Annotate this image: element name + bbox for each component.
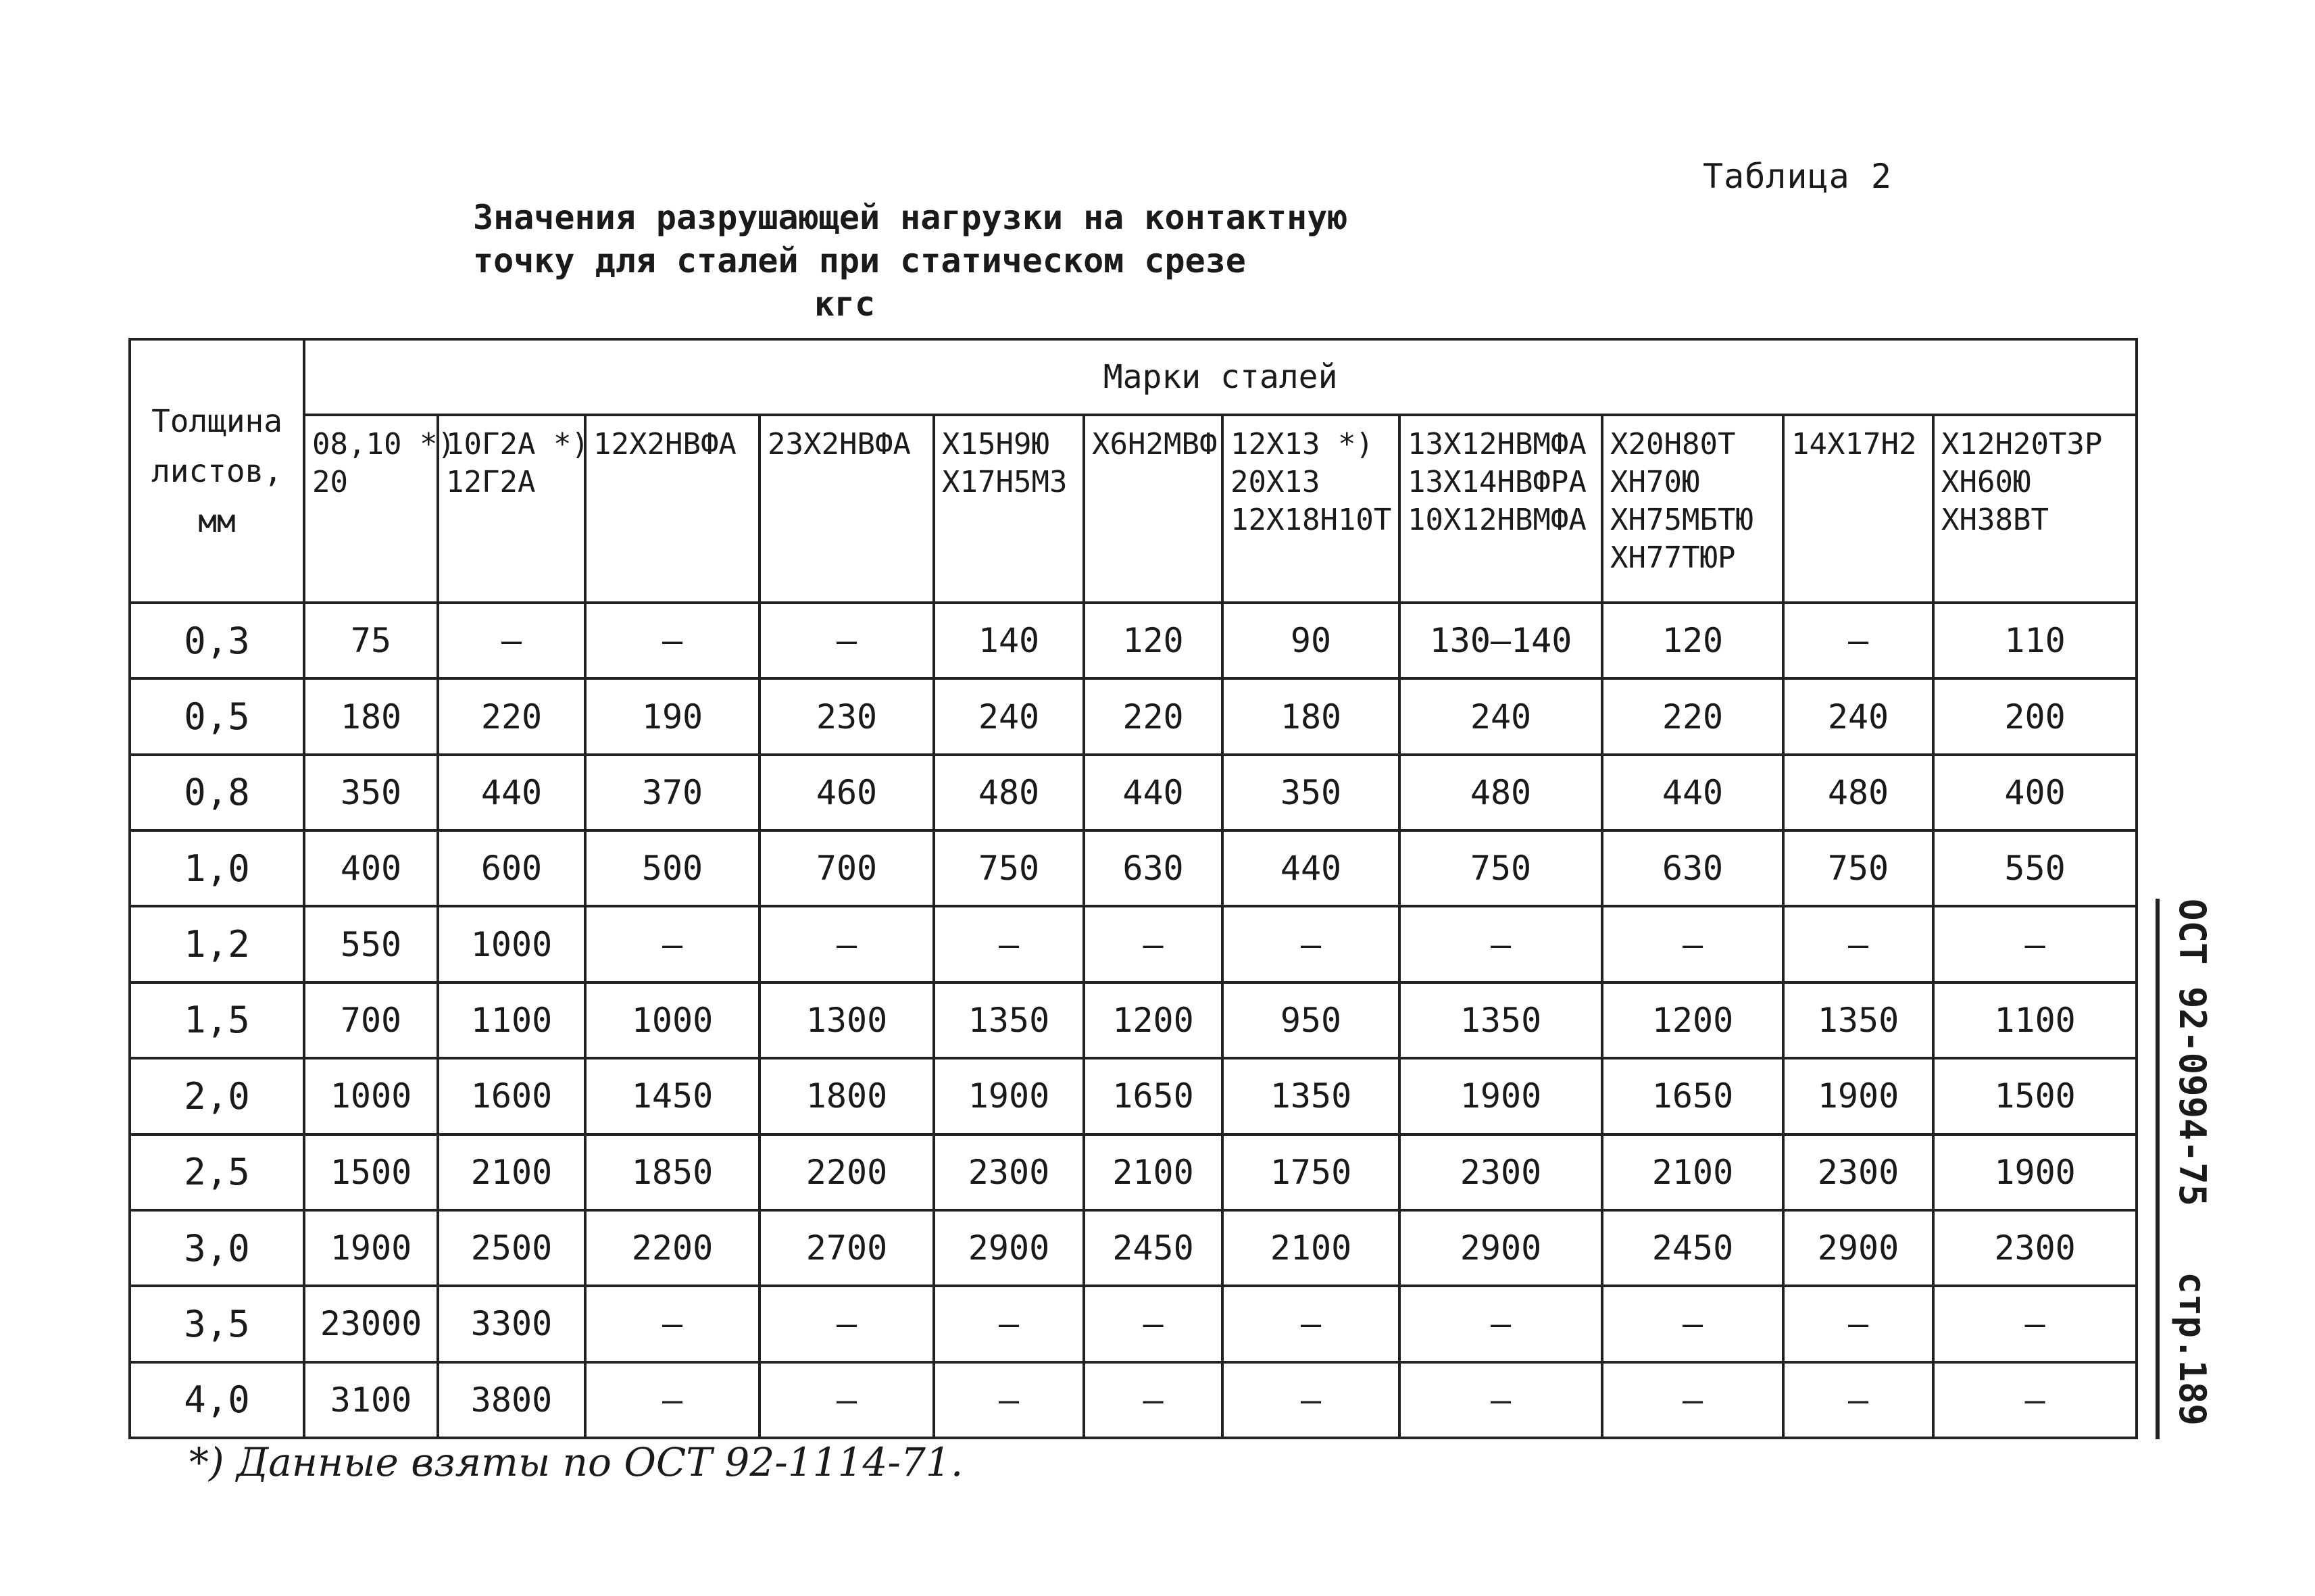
load-value-cell: 630 xyxy=(1602,830,1783,906)
load-value-cell: 2100 xyxy=(1222,1210,1399,1286)
grade-name: 12Х13 *) xyxy=(1230,427,1374,462)
load-value-cell: 2900 xyxy=(1399,1210,1602,1286)
load-value-cell: 350 xyxy=(304,755,438,830)
load-value-cell: – xyxy=(585,1362,760,1438)
table-title xyxy=(473,196,1348,326)
grade-column-header xyxy=(585,415,760,603)
load-value-cell: 230 xyxy=(760,678,934,754)
load-value-cell: 1000 xyxy=(438,906,585,982)
load-value-cell: 480 xyxy=(1399,755,1602,830)
grade-name: 10Х12НВМФА xyxy=(1408,503,1587,537)
table-label: Таблица 2 xyxy=(1703,157,1892,196)
load-value-cell: 700 xyxy=(760,830,934,906)
load-value-cell: 140 xyxy=(934,603,1084,678)
thickness-cell: 1,0 xyxy=(130,830,304,906)
load-value-cell: – xyxy=(1399,906,1602,982)
table-row xyxy=(130,1134,2137,1210)
load-value-cell: 1650 xyxy=(1602,1058,1783,1134)
load-value-cell: – xyxy=(760,603,934,678)
load-value-cell: 200 xyxy=(1933,678,2137,754)
grade-name: 12Х18Н10Т xyxy=(1230,503,1392,537)
grade-column-header xyxy=(1084,415,1222,603)
load-table xyxy=(128,338,2138,1439)
load-value-cell: 750 xyxy=(1783,830,1933,906)
thickness-cell: 0,3 xyxy=(130,603,304,678)
thickness-cell: 3,5 xyxy=(130,1286,304,1362)
load-value-cell: – xyxy=(1222,906,1399,982)
load-value-cell: 1350 xyxy=(1399,982,1602,1058)
load-value-cell: 630 xyxy=(1084,830,1222,906)
load-value-cell: 220 xyxy=(1084,678,1222,754)
load-value-cell: – xyxy=(1783,1362,1933,1438)
load-value-cell: 1600 xyxy=(438,1058,585,1134)
load-value-cell: 75 xyxy=(304,603,438,678)
load-value-cell: 700 xyxy=(304,982,438,1058)
load-value-cell: 2700 xyxy=(760,1210,934,1286)
load-value-cell: 120 xyxy=(1602,603,1783,678)
load-value-cell: 1500 xyxy=(1933,1058,2137,1134)
grade-column-header xyxy=(1222,415,1399,603)
load-value-cell: 1900 xyxy=(1933,1134,2137,1210)
load-value-cell: 500 xyxy=(585,830,760,906)
load-value-cell: – xyxy=(1084,1286,1222,1362)
load-value-cell: 3800 xyxy=(438,1362,585,1438)
load-value-cell: – xyxy=(934,1286,1084,1362)
load-value-cell: 2200 xyxy=(585,1210,760,1286)
load-value-cell: – xyxy=(1084,906,1222,982)
load-value-cell: – xyxy=(1783,906,1933,982)
grade-name: 20Х13 xyxy=(1230,465,1320,499)
grade-name: ХН77ТЮР xyxy=(1610,541,1736,575)
load-value-cell: 2900 xyxy=(1783,1210,1933,1286)
load-value-cell: 180 xyxy=(1222,678,1399,754)
steel-grades-header: Марки сталей xyxy=(304,339,2137,415)
load-value-cell: – xyxy=(585,906,760,982)
thickness-header-line: Толщина xyxy=(151,403,282,439)
load-value-cell: 240 xyxy=(1399,678,1602,754)
load-value-cell: 240 xyxy=(1783,678,1933,754)
grade-column-header xyxy=(1399,415,1602,603)
load-value-cell: 1900 xyxy=(304,1210,438,1286)
load-value-cell: 460 xyxy=(760,755,934,830)
load-value-cell: 2300 xyxy=(1783,1134,1933,1210)
load-value-cell: 2100 xyxy=(438,1134,585,1210)
load-value-cell: 1300 xyxy=(760,982,934,1058)
load-value-cell: – xyxy=(1222,1286,1399,1362)
load-value-cell: 2300 xyxy=(934,1134,1084,1210)
grade-name: Х20Н80Т xyxy=(1610,427,1736,462)
load-value-cell: – xyxy=(585,603,760,678)
load-value-cell: 2900 xyxy=(934,1210,1084,1286)
load-value-cell: 220 xyxy=(1602,678,1783,754)
thickness-cell: 2,0 xyxy=(130,1058,304,1134)
thickness-header xyxy=(130,339,304,603)
thickness-cell: 1,5 xyxy=(130,982,304,1058)
load-value-cell: 350 xyxy=(1222,755,1399,830)
grade-name: Х15Н9Ю xyxy=(942,427,1049,462)
load-value-cell: 2100 xyxy=(1602,1134,1783,1210)
load-value-cell: 110 xyxy=(1933,603,2137,678)
load-value-cell: – xyxy=(1602,1362,1783,1438)
load-value-cell: 480 xyxy=(934,755,1084,830)
thickness-cell: 0,8 xyxy=(130,755,304,830)
title-line: точку для сталей при статическом срезе xyxy=(473,241,1246,280)
load-value-cell: – xyxy=(760,906,934,982)
grade-header-row xyxy=(130,415,2137,603)
load-value-cell: – xyxy=(1783,1286,1933,1362)
table-row xyxy=(130,830,2137,906)
load-value-cell: – xyxy=(1602,906,1783,982)
load-value-cell: – xyxy=(934,906,1084,982)
grade-column-header xyxy=(760,415,934,603)
thickness-header-line: мм xyxy=(198,503,236,539)
load-value-cell: 750 xyxy=(1399,830,1602,906)
load-value-cell: 550 xyxy=(1933,830,2137,906)
load-value-cell: 1200 xyxy=(1602,982,1783,1058)
grade-column-header xyxy=(1933,415,2137,603)
load-value-cell: – xyxy=(1222,1362,1399,1438)
grade-name: Х12Н20Т3Р xyxy=(1941,427,2103,462)
grade-name: 10Г2А *) xyxy=(446,427,589,462)
load-value-cell: 950 xyxy=(1222,982,1399,1058)
load-value-cell: – xyxy=(760,1362,934,1438)
load-value-cell: – xyxy=(1084,1362,1222,1438)
grade-name: 23Х2НВФА xyxy=(768,427,911,462)
table-row xyxy=(130,1362,2137,1438)
load-value-cell: 1000 xyxy=(585,982,760,1058)
grade-column-header xyxy=(304,415,455,603)
grade-name: 12Х2НВФА xyxy=(593,427,737,462)
load-value-cell: 1900 xyxy=(934,1058,1084,1134)
load-value-cell: 240 xyxy=(934,678,1084,754)
grade-column-header xyxy=(1783,415,1933,603)
load-value-cell: 23000 xyxy=(304,1286,438,1362)
table-row xyxy=(130,1058,2137,1134)
load-value-cell: 400 xyxy=(304,830,438,906)
table-row xyxy=(130,1210,2137,1286)
footnote: *) Данные взяты по ОСТ 92-1114-71. xyxy=(189,1439,964,1485)
load-value-cell: 440 xyxy=(1602,755,1783,830)
load-value-cell: – xyxy=(438,603,585,678)
thickness-header-line: листов, xyxy=(151,453,282,489)
load-value-cell: 1850 xyxy=(585,1134,760,1210)
load-value-cell: – xyxy=(1933,1362,2137,1438)
load-value-cell: – xyxy=(1933,906,2137,982)
load-value-cell: 480 xyxy=(1783,755,1933,830)
grade-name: ХН38ВТ xyxy=(1941,503,2049,537)
load-value-cell: 1750 xyxy=(1222,1134,1399,1210)
standard-code: ОСТ 92-0994-75 xyxy=(2171,899,2214,1207)
load-value-cell: 1100 xyxy=(438,982,585,1058)
load-value-cell: 1650 xyxy=(1084,1058,1222,1134)
grade-column-header xyxy=(438,415,589,603)
grade-name: ХН60Ю xyxy=(1941,465,2031,499)
load-value-cell: 400 xyxy=(1933,755,2137,830)
load-value-cell: 2300 xyxy=(1399,1134,1602,1210)
load-value-cell: 1900 xyxy=(1783,1058,1933,1134)
load-value-cell: 1000 xyxy=(304,1058,438,1134)
load-value-cell: 190 xyxy=(585,678,760,754)
load-value-cell: 1450 xyxy=(585,1058,760,1134)
table-row xyxy=(130,982,2137,1058)
table-row xyxy=(130,755,2137,830)
load-value-cell: 2200 xyxy=(760,1134,934,1210)
grade-column-header xyxy=(934,415,1084,603)
load-value-cell: 1100 xyxy=(1933,982,2137,1058)
grade-name: 13Х12НВМФА xyxy=(1408,427,1587,462)
load-value-cell: 2450 xyxy=(1084,1210,1222,1286)
grade-name: 20 xyxy=(312,465,348,499)
load-value-cell: 2500 xyxy=(438,1210,585,1286)
load-value-cell: 220 xyxy=(438,678,585,754)
load-value-cell: – xyxy=(1399,1286,1602,1362)
table-body xyxy=(130,603,2137,1438)
load-value-cell: 1350 xyxy=(1783,982,1933,1058)
grade-name: ХН75МБТЮ xyxy=(1610,503,1753,537)
table-row xyxy=(130,1286,2137,1362)
grade-name: 12Г2А xyxy=(446,465,536,499)
thickness-cell: 3,0 xyxy=(130,1210,304,1286)
load-value-cell: 180 xyxy=(304,678,438,754)
load-value-cell: 750 xyxy=(934,830,1084,906)
thickness-cell: 2,5 xyxy=(130,1134,304,1210)
load-value-cell: 440 xyxy=(438,755,585,830)
page-number: стр.189 xyxy=(2171,1272,2214,1426)
grade-name: 08,10 *) xyxy=(312,427,455,462)
load-value-cell: – xyxy=(1399,1362,1602,1438)
load-value-cell: 440 xyxy=(1222,830,1399,906)
grade-name: 13Х14НВФРА xyxy=(1408,465,1587,499)
grade-name: ХН70Ю xyxy=(1610,465,1700,499)
grade-name: Х6Н2МВФ xyxy=(1092,427,1218,462)
load-value-cell: 550 xyxy=(304,906,438,982)
load-value-cell: 1900 xyxy=(1399,1058,1602,1134)
load-value-cell: 1200 xyxy=(1084,982,1222,1058)
load-value-cell: – xyxy=(585,1286,760,1362)
title-unit: кгс xyxy=(814,284,876,324)
load-value-cell: 3100 xyxy=(304,1362,438,1438)
load-value-cell: 600 xyxy=(438,830,585,906)
load-value-cell: 2300 xyxy=(1933,1210,2137,1286)
load-value-cell: 440 xyxy=(1084,755,1222,830)
side-stamp xyxy=(2162,899,2223,1426)
grade-name: 14Х17Н2 xyxy=(1791,427,1917,462)
load-value-cell: – xyxy=(1933,1286,2137,1362)
load-value-cell: 370 xyxy=(585,755,760,830)
thickness-cell: 1,2 xyxy=(130,906,304,982)
thickness-cell: 4,0 xyxy=(130,1362,304,1438)
table-row xyxy=(130,603,2137,678)
load-value-cell: 2450 xyxy=(1602,1210,1783,1286)
load-value-cell: – xyxy=(760,1286,934,1362)
thickness-cell: 0,5 xyxy=(130,678,304,754)
load-value-cell: 1350 xyxy=(934,982,1084,1058)
load-value-cell: 2100 xyxy=(1084,1134,1222,1210)
load-value-cell: – xyxy=(1602,1286,1783,1362)
table-row xyxy=(130,906,2137,982)
load-value-cell: 90 xyxy=(1222,603,1399,678)
side-rule xyxy=(2156,899,2160,1439)
load-value-cell: 3300 xyxy=(438,1286,585,1362)
load-value-cell: – xyxy=(1783,603,1933,678)
grade-column-header xyxy=(1602,415,1783,603)
load-value-cell: 1500 xyxy=(304,1134,438,1210)
load-value-cell: – xyxy=(934,1362,1084,1438)
title-line: Значения разрушающей нагрузки на контактную xyxy=(473,198,1348,237)
table-row xyxy=(130,678,2137,754)
grade-name: Х17Н5М3 xyxy=(942,465,1068,499)
load-value-cell: 120 xyxy=(1084,603,1222,678)
load-value-cell: 1800 xyxy=(760,1058,934,1134)
load-value-cell: 1350 xyxy=(1222,1058,1399,1134)
load-value-cell: 130–140 xyxy=(1399,603,1602,678)
